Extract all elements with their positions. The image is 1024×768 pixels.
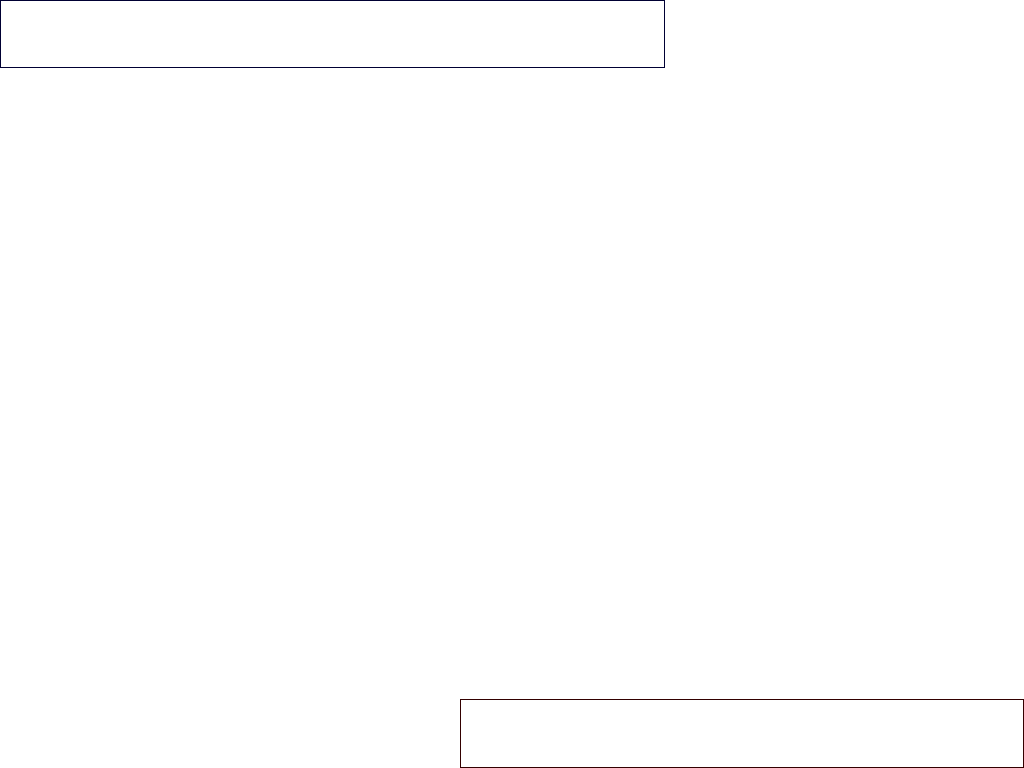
bottom-accent-bar bbox=[460, 699, 1024, 768]
top-accent-bar bbox=[0, 0, 665, 68]
